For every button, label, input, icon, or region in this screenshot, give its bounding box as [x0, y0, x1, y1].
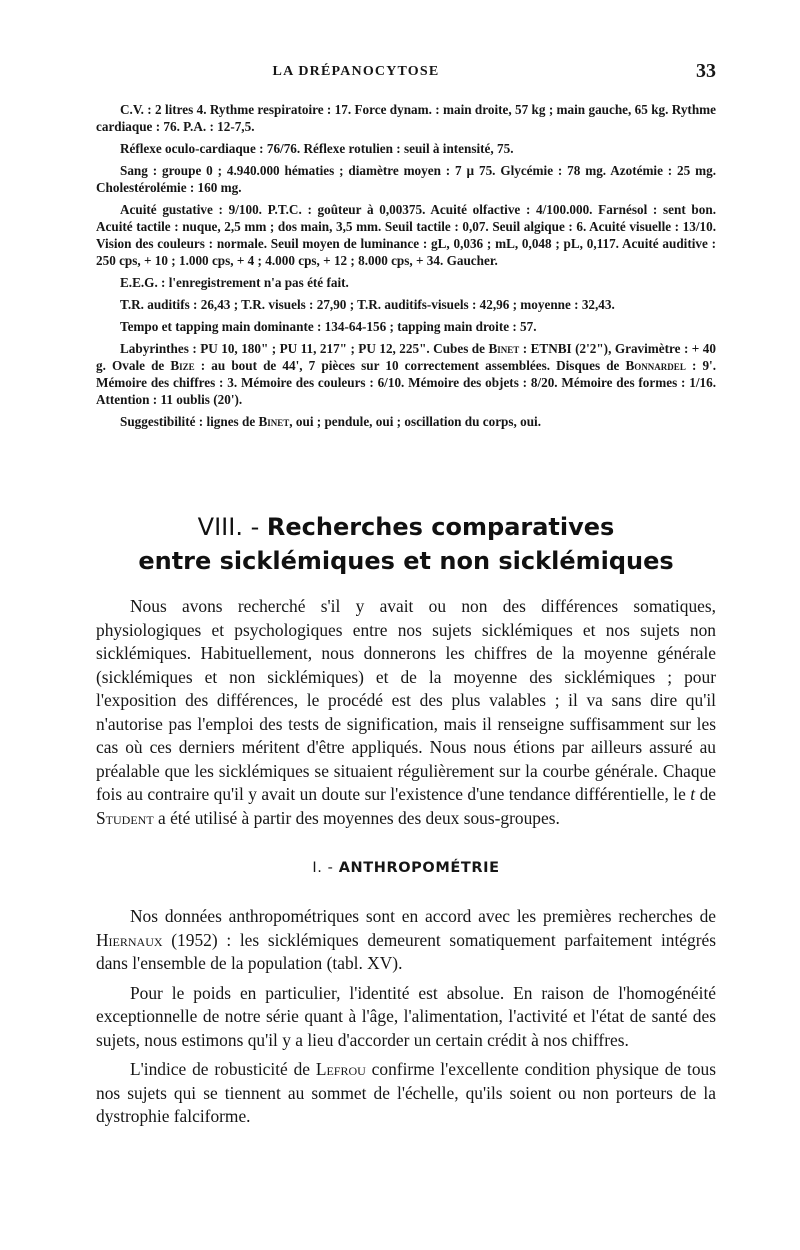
author-name: Lefrou: [315, 1059, 366, 1079]
text-run: Suggestibilité : lignes de: [120, 414, 259, 429]
section-title-part-2: entre sicklémiques et non sicklémiques: [138, 547, 674, 575]
text-run: L'indice de robusticité de: [130, 1059, 316, 1079]
text-run: confirme l'excellente condition physique de tous nos sujets qui se tiennent au sommet de l'échelle, qu'ils soient ou non porteurs de la dystrophie falciforme.: [96, 1059, 716, 1126]
text-run: Nous avons recherché s'il y avait ou non des différences somatiques, physiologiques et psychologiques entre nos sujets sicklémiques et nos sujets non sicklémiques. Habituellement, nous donnerons les chiffres de la moyenne générale (sicklémiques et non sicklémiques) et de la moyenne des sicklémiques ; pour l'exposition des différences, le procédé est des plus valables ; il va sans dire qu'il n'autorise pas l'emploi des tests de signification, mais il renseigne suffisamment sur les cas où ces derniers méritent d'être appliqués. Nous nous étions par ailleurs assuré au préalable que les sicklémiques se situaient régulièrement sur la courbe générale. Chaque fois au contraire qu'il y avait un doute sur l'existence d'une tendance différentielle, le: [96, 596, 716, 804]
text-run: : ETNBI (2'2"), Gravimètre : + 40 g. Ovale de: [96, 341, 716, 373]
running-title: LA DRÉPANOCYTOSE: [272, 64, 440, 79]
section-heading: [96, 510, 716, 578]
author-name: Bonnardel: [625, 358, 686, 373]
clinical-paragraph: [96, 413, 716, 430]
page-number: 33: [696, 60, 716, 82]
author-name: Bize: [170, 358, 195, 373]
text-run: Labyrinthes : PU 10, 180" ; PU 11, 217" ; PU 12, 225". Cubes de: [120, 341, 489, 356]
subsection-number: I. -: [312, 860, 339, 876]
section-title-part-1: Recherches comparatives: [266, 513, 615, 541]
body-paragraph: [96, 595, 716, 830]
text-run: (1952) : les sicklémiques demeurent somatiquement parfaitement intégrés dans l'ensemble de la population (tabl. XV).: [96, 929, 716, 973]
text-run: : au bout de 44', 7 pièces sur 10 correctement assemblées. Disques de: [194, 358, 626, 373]
subsection-title: ANTHROPOMÉTRIE: [338, 860, 500, 876]
subsection-heading: [96, 860, 716, 876]
clinical-paragraph: T.R. auditifs : 26,43 ; T.R. visuels : 27,90 ; T.R. auditifs-visuels : 42,96 ; moyenne : 32,43.: [120, 297, 615, 312]
text-run: : 9'. Mémoire des chiffres : 3. Mémoire des couleurs : 6/10. Mémoire des objets : 8/20. Mémoire des formes : 1/16. Attention : 11 oublis (20').: [96, 358, 716, 407]
body-paragraph: [96, 905, 716, 976]
clinical-paragraph: C.V. : 2 litres 4. Rythme respiratoire : 17. Force dynam. : main droite, 57 kg ; main gauche, 65 kg. Rythme cardiaque : 76. P.A. : 12-7,5.: [96, 102, 716, 134]
author-name: Student: [96, 807, 154, 828]
clinical-paragraph: Réflexe oculo-cardiaque : 76/76. Réflexe rotulien : seuil à intensité, 75.: [120, 141, 514, 156]
section-numeral: VIII. -: [197, 513, 267, 541]
text-run: , oui ; pendule, oui ; oscillation du corps, oui.: [289, 414, 542, 429]
clinical-paragraph: E.E.G. : l'enregistrement n'a pas été fait.: [120, 275, 349, 290]
author-name: Hiernaux: [96, 929, 163, 950]
author-name: Binet: [488, 341, 520, 356]
body-paragraph: [96, 1058, 716, 1129]
section-heading-line-1: [96, 510, 716, 544]
clinical-paragraph: [96, 340, 716, 408]
text-run: de: [695, 784, 716, 804]
clinical-paragraph: Sang : groupe 0 ; 4.940.000 hématies ; diamètre moyen : 7 µ 75. Glycémie : 78 mg. Azotémie : 25 mg. Cholestérolémie : 160 mg.: [96, 163, 716, 195]
clinical-paragraph: Tempo et tapping main dominante : 134-64-156 ; tapping main droite : 57.: [120, 319, 537, 334]
text-run: a été utilisé à partir des moyennes des deux sous-groupes.: [153, 807, 560, 828]
clinical-paragraph: Acuité gustative : 9/100. P.T.C. : goûteur à 0,00375. Acuité olfactive : 4/100.000. Farnésol : sent bon. Acuité tactile : nuque, 2,5 mm ; dos main, 3,5 mm. Seuil tactile : 0,07. Seuil algique : 6. Acuité visuelle : 13/10. Vision des couleurs : normale. Seuil moyen de luminance : gL, 0,036 ; mL, 0,048 ; pL, 0,117. Acuité auditive : 250 cps, + 10 ; 1.000 cps, + 4 ; 4.000 cps, + 12 ; 8.000 cps, + 34. Gaucher.: [96, 202, 716, 268]
text-run: Nos données anthropométriques sont en accord avec les premières recherches de: [130, 906, 716, 926]
intro-text: [96, 595, 716, 830]
anthropometry-text: [96, 905, 716, 1135]
clinical-record: [96, 101, 716, 435]
body-paragraph: Pour le poids en particulier, l'identité est absolue. En raison de l'homogénéité exceptionnelle de notre série quant à l'âge, l'alimentation, l'activité et l'état de santé des sujets, nous estimons qu'il y a lieu d'accorder un certain crédit à nos chiffres.: [96, 982, 716, 1050]
author-name: Binet: [258, 414, 290, 429]
t-statistic: t: [690, 784, 696, 804]
